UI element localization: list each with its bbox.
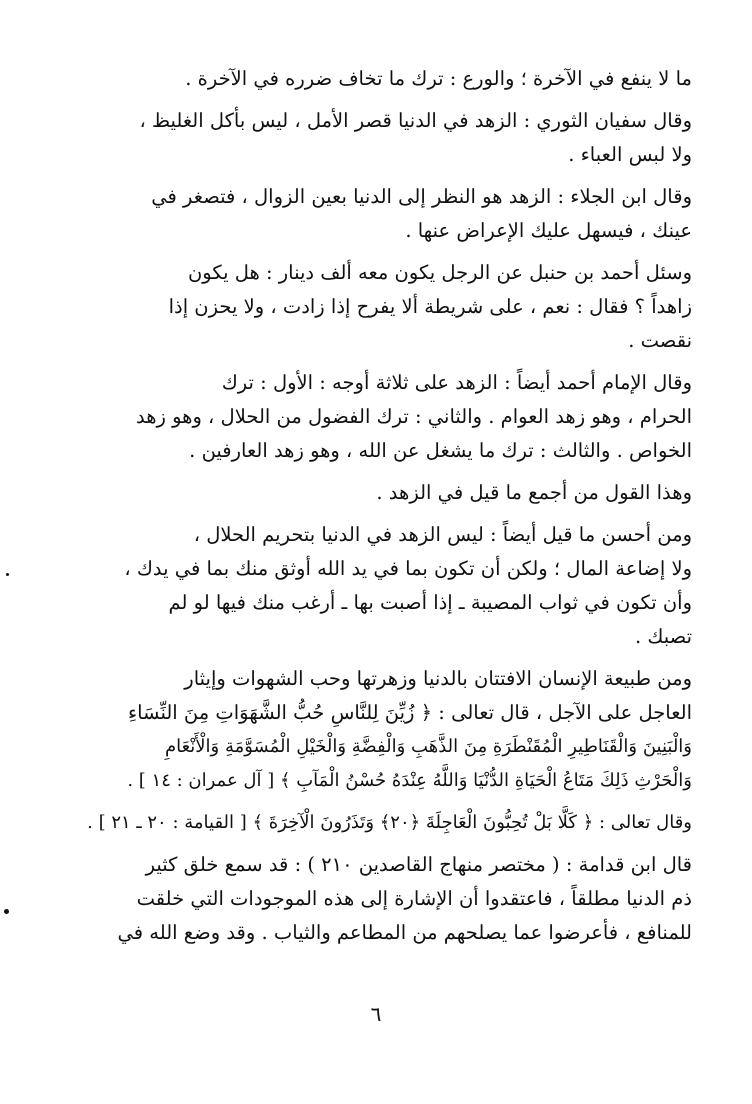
paragraph-4	[62, 256, 692, 358]
text-line: نقصت .	[628, 329, 692, 352]
text-line: الحرام ، وهو زهد العوام . والثاني : ترك الفضول من الحلال ، وهو زهد	[135, 405, 692, 428]
text-line: ما لا ينفع في الآخرة ؛ والورع : ترك ما تخاف ضرره في الآخرة .	[185, 67, 692, 90]
text-line: وقال الإمام أحمد أيضاً : الزهد على ثلاثة أوجه : الأول : ترك	[221, 371, 692, 394]
text-line: وقال سفيان الثوري : الزهد في الدنيا قصر الأمل ، ليس بأكل الغليظ ،	[139, 109, 692, 132]
paragraph-9	[62, 806, 692, 840]
quran-verse-line: وَالْحَرْثِ ذَلِكَ مَتَاعُ الْحَيَاةِ الدُّنْيَا وَاللَّهُ عِنْدَهُ حُسْنُ الْمَآبِ ﴾ [ آل عمران : ١٤ ] .	[127, 770, 692, 791]
paragraph-6	[62, 476, 692, 510]
paragraph-10	[62, 848, 692, 950]
text-line: ذم الدنيا مطلقاً ، فاعتقدوا أن الإشارة إلى هذه الموجودات التي خلقت	[136, 887, 692, 910]
paragraph-3	[62, 180, 692, 248]
text-line: ومن طبيعة الإنسان الافتتان بالدنيا وزهرتها وحب الشهوات وإيثار	[184, 667, 692, 690]
text-line: ولا لبس العباء .	[568, 143, 692, 166]
quran-verse-line: وَالْبَنِينَ وَالْقَنَاطِيرِ الْمُقَنْطَرَةِ مِنَ الذَّهَبِ وَالْفِضَّةِ وَالْخَيْلِ الْمُسَوَّمَةِ وَالْأَنْعَامِ	[164, 736, 692, 757]
paragraph-1	[62, 62, 692, 96]
text-line: وقال ابن الجلاء : الزهد هو النظر إلى الدنيا بعين الزوال ، فتصغر في	[151, 185, 692, 208]
text-line: زاهداً ؟ فقال : نعم ، على شريطة ألا يفرح إذا زادت ، ولا يحزن إذا	[168, 295, 692, 318]
text-line: الخواص . والثالث : ترك ما يشغل عن الله ، وهو زهد العارفين .	[189, 439, 692, 462]
paragraph-7	[62, 518, 692, 654]
scan-dot	[6, 573, 9, 576]
page-number: ٦	[370, 1002, 382, 1026]
text-line: عينك ، فيسهل عليك الإعراض عنها .	[405, 219, 692, 242]
text-line: العاجل على الآجل ، قال تعالى : ﴿ زُيِّنَ لِلنَّاسِ حُبُّ الشَّهَوَاتِ مِنَ النِّسَاءِ	[127, 701, 692, 724]
scan-dot	[4, 909, 9, 914]
text-line: وأن تكون في ثواب المصيبة ـ إذا أصبت بها ـ أرغب منك فيها لو لم	[168, 591, 692, 614]
text-line: للمنافع ، فأعرضوا عما يصلحهم من المطاعم والثياب . وقد وضع الله في	[117, 921, 692, 944]
page-body	[62, 62, 692, 958]
paragraph-8	[62, 662, 692, 798]
text-line: ومن أحسن ما قيل أيضاً : ليس الزهد في الدنيا بتحريم الحلال ،	[193, 523, 692, 546]
text-line: وسئل أحمد بن حنبل عن الرجل يكون معه ألف دينار : هل يكون	[187, 261, 692, 284]
text-line: وهذا القول من أجمع ما قيل في الزهد .	[376, 481, 692, 504]
text-line: تصبك .	[634, 625, 692, 648]
paragraph-2	[62, 104, 692, 172]
paragraph-5	[62, 366, 692, 468]
text-line: ولا إضاعة المال ؛ ولكن أن تكون بما في يد الله أوثق منك بما في يدك ،	[124, 557, 692, 580]
quran-verse-line: وقال تعالى : ﴿ كَلَّا بَلْ تُحِبُّونَ الْعَاجِلَةَ ﴿٢٠﴾ وَتَذَرُونَ الْآخِرَةَ ﴾ [ القيامة : ٢٠ ـ ٢١ ] .	[87, 812, 692, 833]
text-line: قال ابن قدامة : ( مختصر منهاج القاصدين ٢١٠ ) : قد سمع خلق كثير	[145, 853, 692, 876]
